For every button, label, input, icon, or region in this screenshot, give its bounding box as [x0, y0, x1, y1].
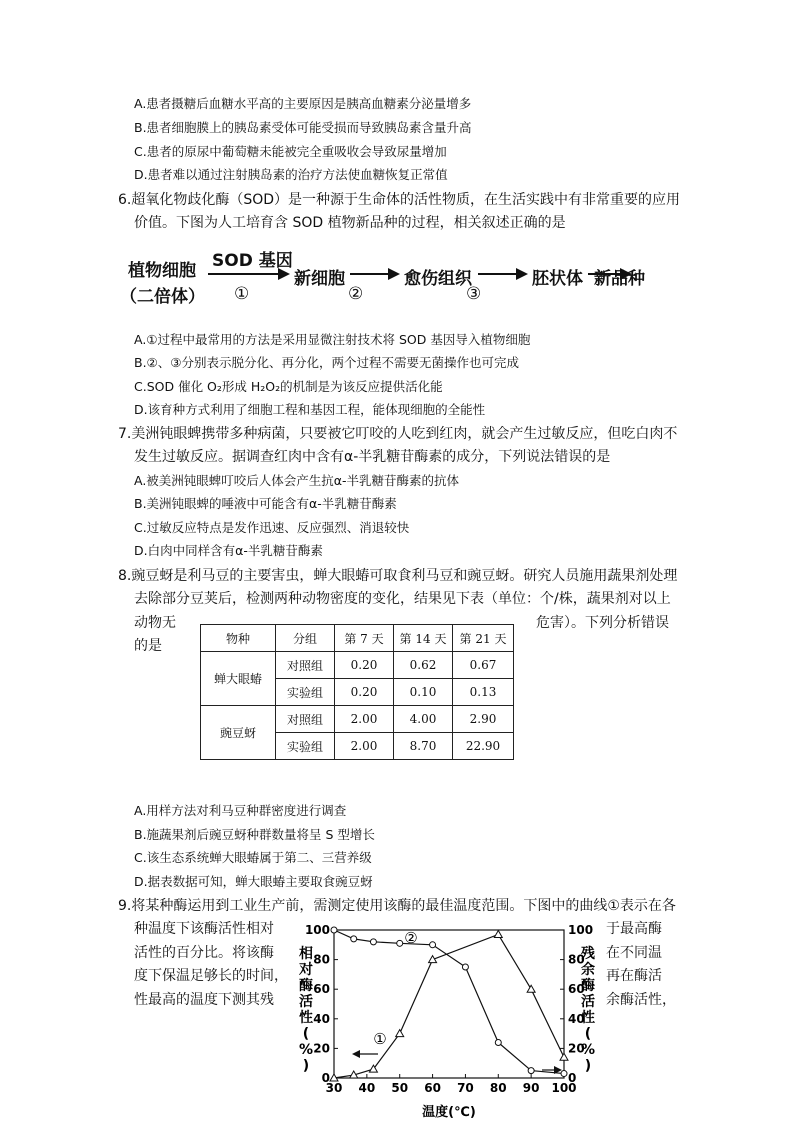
- table-header-group: 分组: [276, 625, 335, 652]
- table-cell-value: 2.00: [335, 706, 394, 733]
- table-cell-group: 对照组: [276, 652, 335, 679]
- chart-series: [330, 927, 568, 1081]
- data-point-triangle: [560, 1053, 568, 1060]
- table-cell-value: 0.20: [335, 652, 394, 679]
- y-tick-label-right: 40: [568, 1011, 585, 1026]
- q9-left-line: 种温度下该酶活性相对: [134, 921, 274, 937]
- flow-arrow-2: [350, 266, 400, 282]
- flow-step1-label: ①: [234, 284, 250, 304]
- y-tick-label-right: 80: [568, 952, 585, 967]
- chart-ticks: [304, 923, 596, 1095]
- q8-stem-line4: 的是: [134, 638, 162, 654]
- table-cell-value: 0.20: [335, 679, 394, 706]
- x-tick-label: 40: [358, 1081, 376, 1095]
- q6-stem-line2: 价值。下图为人工培育含 SOD 植物新品种的过程，相关叙述正确的是: [134, 215, 566, 231]
- x-tick-label: 60: [424, 1081, 441, 1095]
- y-tick-label-right: 20: [568, 1041, 585, 1056]
- q8-data-table: [200, 624, 514, 760]
- q8-stem-line2: 去除部分豆荚后，检测两种动物密度的变化，结果见下表（单位：个/株，蔬果剂对以上: [134, 591, 671, 607]
- flow-callus: 愈伤组织: [404, 269, 472, 289]
- q9-right-line: 于最高酶: [606, 921, 662, 937]
- enzyme-activity-chart: [290, 918, 600, 1120]
- q9-right-line: 在不同温: [606, 945, 662, 961]
- table-cell-value: 0.13: [453, 679, 514, 706]
- table-cell-species: 豌豆蚜: [201, 706, 276, 760]
- flow-gene-label: SOD 基因: [212, 251, 293, 271]
- q8-option-b: B.施蔬果剂后豌豆蚜种群数量将呈 S 型增长: [134, 827, 375, 842]
- y-tick-label-right: 100: [568, 923, 594, 937]
- table-row: [201, 652, 514, 679]
- flow-start-line2: （二倍体）: [120, 287, 205, 307]
- q9-right-line: 余酶活性，: [606, 992, 676, 1008]
- table-row: [201, 706, 514, 733]
- q6-flow-diagram: [110, 244, 670, 312]
- table-header-day14: 第 14 天: [394, 625, 453, 652]
- q8-option-a: A.用样方法对利马豆种群密度进行调查: [134, 803, 347, 818]
- flow-step3-label: ③: [466, 284, 482, 304]
- q8-stem-line3b: 危害）。下列分析错误: [536, 615, 669, 631]
- chart-axes: [334, 930, 564, 1078]
- table-cell-group: 实验组: [276, 733, 335, 760]
- data-point-circle: [462, 964, 468, 970]
- table-cell-group: 对照组: [276, 706, 335, 733]
- flow-new-cell: 新细胞: [294, 269, 345, 289]
- table-cell-value: 8.70: [394, 733, 453, 760]
- q6-option-d: D.该育种方式利用了细胞工程和基因工程，能体现细胞的全能性: [134, 402, 486, 417]
- q6-option-b: B.②、③分别表示脱分化、再分化，两个过程不需要无菌操作也可完成: [134, 355, 519, 370]
- y-tick-label-right: 0: [568, 1071, 577, 1085]
- q6-option-c: C.SOD 催化 O₂形成 H₂O₂的机制是为该反应提供活化能: [134, 379, 443, 394]
- table-cell-value: 0.67: [453, 652, 514, 679]
- flow-embryoid: 胚状体: [532, 269, 583, 289]
- y-tick-label-left: 40: [313, 1011, 330, 1026]
- q5-option-c: C.患者的原尿中葡萄糖未能被完全重吸收会导致尿量增加: [134, 144, 447, 159]
- data-point-circle: [561, 1071, 567, 1077]
- data-point-triangle: [494, 930, 502, 937]
- x-tick-label: 50: [391, 1081, 409, 1095]
- data-point-triangle: [396, 1030, 404, 1037]
- q5-option-d: D.患者难以通过注射胰岛素的治疗方法使血糖恢复正常值: [134, 167, 448, 182]
- q7-option-c: C.过敏反应特点是发作迅速、反应强烈、消退较快: [134, 520, 410, 535]
- table-cell-group: 实验组: [276, 679, 335, 706]
- x-tick-label: 30: [325, 1081, 343, 1095]
- table-header-day7: 第 7 天: [335, 625, 394, 652]
- table-header-day21: 第 21 天: [453, 625, 514, 652]
- q7-stem-line1: 7.美洲钝眼蜱携带多种病菌，只要被它叮咬的人吃到红肉，就会产生过敏反应，但吃白肉不: [118, 426, 678, 442]
- series-line-2: [334, 930, 564, 1074]
- q9-left-line: 性最高的温度下测其残: [134, 992, 274, 1008]
- flow-step2-label: ②: [348, 284, 364, 304]
- q6-stem-line1: 6.超氧化物歧化酶（SOD）是一种源于生命体的活性物质，在生活实践中有非常重要的应用: [118, 192, 681, 208]
- y-tick-label-left: 0: [321, 1071, 330, 1085]
- q7-option-b: B.美洲钝眼蜱的唾液中可能含有α-半乳糖苷酶素: [134, 496, 397, 511]
- data-point-circle: [495, 1039, 501, 1045]
- y-axis-label-right: 残余酶活性( % ): [580, 946, 596, 1074]
- curve-label-1: ①: [373, 1030, 387, 1048]
- x-tick-label: 100: [551, 1081, 577, 1095]
- q8-stem-line1: 8.豌豆蚜是利马豆的主要害虫，蝉大眼蝽可取食利马豆和豌豆蚜。研究人员施用蔬果剂处理: [118, 568, 678, 584]
- y-tick-label-right: 60: [568, 982, 585, 997]
- q9-left-line: 度下保温足够长的时间，: [134, 968, 288, 984]
- data-point-triangle: [527, 985, 535, 992]
- q7-stem-line2: 发生过敏反应。据调查红肉中含有α-半乳糖苷酶素的成分，下列说法错误的是: [134, 449, 611, 465]
- data-point-circle: [430, 942, 436, 948]
- q8-option-c: C.该生态系统蝉大眼蝽属于第二、三营养级: [134, 850, 372, 865]
- table-cell-value: 2.00: [335, 733, 394, 760]
- data-point-circle: [528, 1068, 534, 1074]
- q5-option-b: B.患者细胞膜上的胰岛素受体可能受损而导致胰岛素含量升高: [134, 120, 472, 135]
- x-tick-label: 70: [457, 1081, 474, 1095]
- table-cell-value: 4.00: [394, 706, 453, 733]
- flow-new-variety: 新品种: [594, 269, 645, 289]
- flow-start-line1: 植物细胞: [128, 261, 196, 281]
- data-point-circle: [351, 936, 357, 942]
- flow-arrow-3: [478, 266, 528, 282]
- q8-stem-line3a: 动物无: [134, 615, 176, 631]
- curve-label-2: ②: [404, 929, 418, 947]
- data-point-circle: [370, 939, 376, 945]
- table-cell-value: 2.90: [453, 706, 514, 733]
- q9-stem-line1: 9.将某种酶运用到工业生产前，需测定使用该酶的最佳温度范围。下图中的曲线①表示在各: [118, 898, 676, 914]
- q6-option-a: A.①过程中最常用的方法是采用显微注射技术将 SOD 基因导入植物细胞: [134, 332, 531, 347]
- y-tick-label-left: 60: [313, 982, 330, 997]
- table-header-row: [201, 625, 514, 652]
- q9-right-line: 再在酶活: [606, 968, 662, 984]
- q7-option-d: D.白肉中同样含有α-半乳糖苷酶素: [134, 543, 323, 558]
- y-tick-label-left: 80: [313, 952, 330, 967]
- x-axis-label: 温度(℃): [422, 1105, 476, 1120]
- plot-frame: [334, 930, 564, 1078]
- y-axis-label-left: 相对酶活性( % ): [298, 946, 314, 1074]
- q9-left-line: 活性的百分比。将该酶: [134, 945, 274, 961]
- data-point-circle: [331, 927, 337, 933]
- table-cell-value: 0.62: [394, 652, 453, 679]
- x-tick-label: 80: [489, 1081, 507, 1095]
- table-header-species: 物种: [201, 625, 276, 652]
- table-cell-value: 22.90: [453, 733, 514, 760]
- flow-arrow-1: [208, 266, 290, 282]
- table-cell-species: 蝉大眼蝽: [201, 652, 276, 706]
- y-tick-label-left: 20: [313, 1041, 330, 1056]
- left-arrow-indicator: [352, 1050, 378, 1058]
- q8-option-d: D.据表数据可知，蝉大眼蝽主要取食豌豆蚜: [134, 874, 373, 889]
- q7-option-a: A.被美洲钝眼蜱叮咬后人体会产生抗α-半乳糖苷酶素的抗体: [134, 473, 460, 488]
- table-cell-value: 0.10: [394, 679, 453, 706]
- data-point-circle: [397, 940, 403, 946]
- x-tick-label: 90: [522, 1081, 540, 1095]
- q5-option-a: A.患者摄糖后血糖水平高的主要原因是胰高血糖素分泌量增多: [134, 96, 472, 111]
- y-tick-label-left: 100: [304, 923, 330, 937]
